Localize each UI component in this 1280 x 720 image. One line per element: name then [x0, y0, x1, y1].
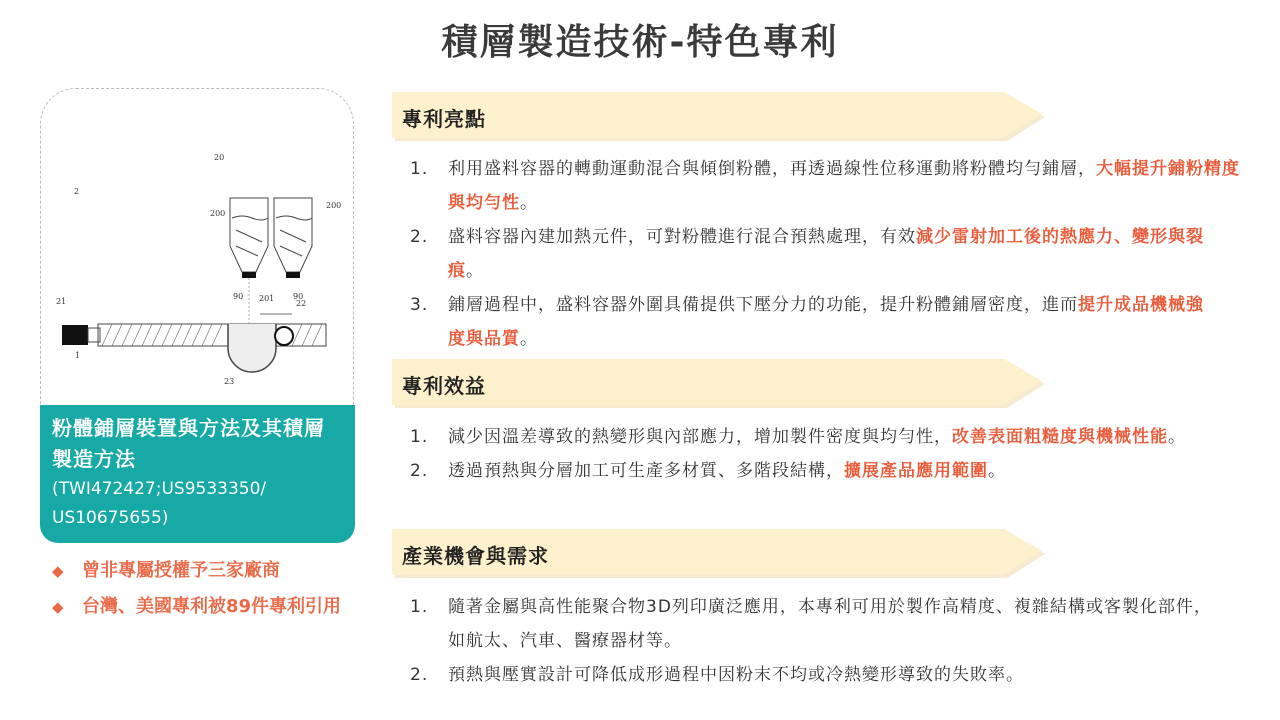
achievement-list: [52, 554, 352, 626]
item-number: 3.: [410, 295, 429, 315]
list-item: [410, 288, 1210, 356]
item-text: 利用盛料容器的轉動運動混合與傾倒粉體，再透過線性位移運動將粉體均勻鋪層，大幅提升鋪粉精度與均勻性。: [448, 159, 1240, 213]
item-text: 盛料容器內建加熱元件，可對粉體進行混合預熱處理，有效減少雷射加工後的熱應力、變形與裂痕。: [448, 227, 1204, 281]
patent-drawing: [52, 148, 342, 392]
highlight-text: 擴展產品應用範圍: [844, 461, 988, 481]
highlight-text: 減少雷射加工後的熱應力、變形與裂痕: [448, 227, 1204, 281]
highlight-text: 提升成品機械強度與品質: [448, 295, 1204, 349]
section-banner-highlights: [392, 92, 1052, 142]
drawing-label: 2: [74, 187, 80, 196]
highlight-text: 大幅提升鋪粉精度與均勻性: [448, 159, 1240, 213]
list-item: [410, 152, 1240, 220]
achievement-item: [52, 590, 352, 624]
patent-numbers-line1: (TWI472427;US9533350/: [52, 479, 267, 499]
item-number: 1.: [410, 597, 429, 617]
arrow-banner-shape: [392, 92, 1052, 142]
drawing-label: 200: [326, 201, 342, 210]
section-heading: 產業機會與需求: [402, 544, 549, 568]
patent-numbers-line2: US10675655): [52, 508, 169, 528]
drawing-label: 20: [214, 153, 225, 162]
list-item: [410, 220, 1210, 288]
list-item: [410, 590, 1215, 658]
page-title: 積層製造技術-特色專利: [441, 22, 839, 63]
drawing-label: 1: [75, 351, 81, 360]
patent-name: 粉體鋪層裝置與方法及其積層製造方法: [52, 416, 325, 471]
achievement-text: 台灣、美國專利被89件專利引用: [82, 596, 342, 617]
patent-info-box: [40, 405, 355, 543]
item-text: 鋪層過程中，盛料容器外圍具備提供下壓分力的功能，提升粉體鋪層密度，進而提升成品機械強度與品質。: [448, 295, 1204, 349]
drawing-label: 90: [293, 292, 304, 301]
section-heading: 專利亮點: [402, 107, 486, 131]
drawing-label: 23: [224, 377, 235, 386]
list-item: [410, 420, 1215, 454]
drawing-label: 22: [296, 299, 307, 308]
item-text: 減少因溫差導致的熱變形與內部應力，增加製件密度與均勻性，改善表面粗糙度與機械性能。: [448, 427, 1186, 447]
achievement-text: 曾非專屬授權予三家廠商: [82, 560, 280, 581]
drawing-label: 200: [210, 209, 226, 218]
highlights-list: [410, 152, 1240, 356]
item-text: 透過預熱與分層加工可生產多材質、多階段結構，擴展產品應用範圍。: [448, 461, 1006, 481]
arrow-banner-shape: [392, 359, 1052, 409]
diamond-icon: ◆: [52, 598, 64, 616]
achievement-item: [52, 554, 352, 588]
list-item: [410, 658, 1215, 692]
drawing-label: 21: [56, 297, 67, 306]
item-text: 隨著金屬與高性能聚合物3D列印廣泛應用，本專利可用於製作高精度、複雜結構或客製化部件，如航太、汽車、醫療器材等。: [448, 597, 1212, 651]
item-number: 2.: [410, 665, 429, 685]
section-heading: 專利效益: [402, 374, 486, 398]
drawing-label: 201: [259, 294, 275, 303]
section-banner-benefits: [392, 359, 1052, 409]
item-number: 2.: [410, 227, 429, 247]
drawing-label: 90: [233, 292, 244, 301]
list-item: [410, 454, 1215, 488]
diamond-icon: ◆: [52, 562, 64, 580]
item-text: 預熱與壓實設計可降低成形過程中因粉末不均或冷熱變形導致的失敗率。: [448, 665, 1024, 685]
opportunity-list: [410, 590, 1215, 692]
section-banner-opportunity: [392, 529, 1052, 579]
item-number: 2.: [410, 461, 429, 481]
highlight-text: 改善表面粗糙度與機械性能: [952, 427, 1168, 447]
item-number: 1.: [410, 427, 429, 447]
benefits-list: [410, 420, 1215, 488]
item-number: 1.: [410, 159, 429, 179]
